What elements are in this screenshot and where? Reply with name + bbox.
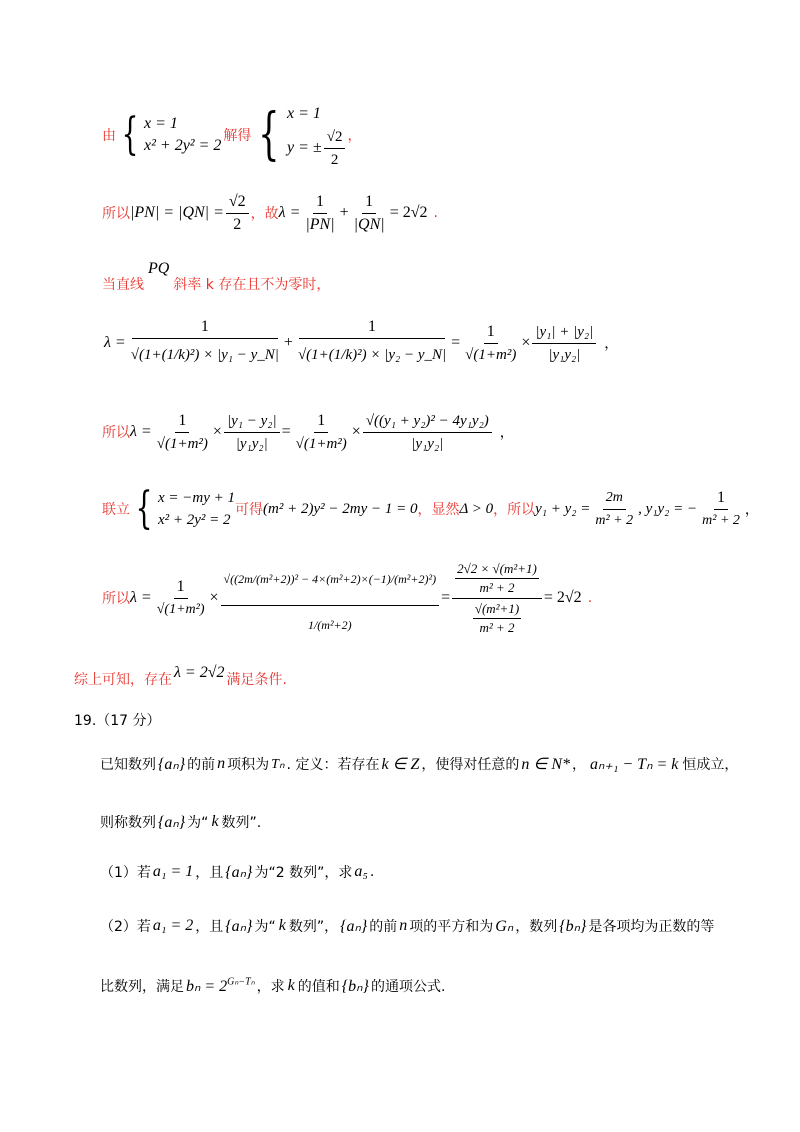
step6-so: ，所以	[493, 502, 536, 518]
step2-lhs: |PN| = |QN| =	[130, 204, 224, 221]
quadratic: (m² + 2)y² − 2my − 1 = 0	[263, 500, 418, 517]
text: 比数列，满足	[100, 979, 184, 995]
bn-equation	[186, 976, 255, 996]
equals: =	[441, 589, 451, 606]
sequence-a: {aₙ}	[225, 918, 253, 935]
k-in-Z: k ∈ Z	[381, 756, 420, 773]
var-n: n	[217, 755, 226, 772]
step6-suffix: ，	[744, 502, 759, 518]
compound-den-bot: m² + 2	[479, 619, 515, 635]
condition: a₁ = 1	[152, 863, 194, 880]
result-eq1: x = 1	[287, 104, 321, 122]
fraction-den: 2	[330, 151, 339, 168]
text: （1）若	[100, 865, 151, 881]
text: ，使得对任意的	[421, 757, 520, 773]
problem-line1	[100, 746, 738, 782]
step6-prefix: 联立	[102, 502, 130, 518]
conclusion-expr: λ = 2√2	[174, 664, 225, 681]
text: 数列”.	[221, 815, 262, 831]
result-eq2	[287, 127, 347, 170]
left-brace: {	[258, 102, 280, 167]
text: 为“	[187, 815, 209, 831]
compound-fraction	[452, 560, 542, 637]
fraction-num: 1	[314, 411, 328, 433]
equals: =	[281, 423, 291, 440]
term-a5: a₅	[354, 863, 368, 880]
fraction-den: |y₁y₂|	[548, 346, 581, 363]
result: = 2√2	[543, 589, 582, 606]
fraction	[302, 192, 337, 235]
step7-prefix: 所以	[102, 591, 130, 607]
text: 数列”，	[288, 919, 339, 935]
result: = 2√2	[389, 204, 428, 221]
sequence-a: {aₙ}	[225, 864, 253, 881]
fraction	[154, 577, 208, 620]
plus: +	[283, 334, 293, 351]
times: ×	[209, 589, 219, 606]
left-brace: {	[135, 483, 153, 534]
text: 恒成立，	[682, 757, 739, 773]
sum-G: Gₙ	[495, 918, 514, 935]
text: 则称数列	[100, 815, 156, 831]
fraction	[154, 411, 211, 454]
times: ×	[521, 334, 531, 351]
fraction	[224, 411, 280, 454]
fraction	[592, 488, 636, 531]
step4-line	[104, 310, 618, 376]
text: 为“	[254, 919, 276, 935]
question1-line	[100, 856, 374, 888]
compound-den-top: √(m²+1)	[473, 600, 521, 619]
fraction	[462, 322, 519, 365]
step7-line	[102, 548, 592, 648]
fraction	[295, 317, 449, 370]
step7-suffix: .	[587, 590, 593, 606]
times: ×	[212, 423, 222, 440]
text: 的通项公式.	[370, 979, 446, 995]
equals: =	[451, 334, 461, 351]
fraction-num: 1	[175, 411, 189, 433]
text: ，数列	[515, 919, 558, 935]
fraction-den: m² + 2	[702, 512, 740, 528]
var-n: n	[399, 917, 408, 934]
fraction-num: 2m	[603, 488, 626, 510]
fraction-num: 1	[484, 322, 498, 344]
step5-line	[102, 404, 514, 460]
step2-line	[102, 188, 438, 238]
question2-line	[100, 910, 714, 942]
step5-suffix: ，	[499, 425, 514, 441]
plus: +	[339, 204, 349, 221]
text: ，	[572, 757, 586, 773]
fraction-den: √(1+m²)	[295, 435, 347, 452]
text: ，且	[195, 919, 224, 935]
sum-lhs: y₁ + y₂ =	[535, 500, 591, 517]
fraction	[128, 317, 282, 370]
text: （2）若	[100, 919, 151, 935]
text: 的值和	[297, 979, 340, 995]
system-eq2: x² + 2y² = 2	[158, 512, 231, 528]
result-eqs	[287, 101, 347, 170]
step3-line	[102, 258, 330, 294]
fraction	[293, 411, 350, 454]
fraction-num: |y₁| + |y₂|	[532, 322, 596, 344]
fraction	[363, 411, 492, 454]
fraction-den: m² + 2	[595, 512, 634, 528]
lambda: λ =	[278, 204, 301, 221]
step1-prefix: 由	[102, 128, 116, 144]
step6-mid: 可得	[235, 502, 264, 518]
fraction	[226, 192, 249, 235]
var-k: k	[278, 917, 286, 934]
sequence-b: {bₙ}	[559, 918, 587, 935]
text: .	[369, 864, 375, 880]
fraction-den: √(1+(1/k)²) × |y₂ − y_N|	[297, 346, 447, 363]
conclusion-prefix: 综上可知，存在	[74, 672, 172, 688]
fraction-num: √((y₁ + y₂)² − 4y₁y₂)	[363, 411, 492, 433]
fraction-num: √((2m/(m²+2))² − 4×(m²+2)×(−1)/(m²+2)²)	[221, 554, 440, 606]
text: ，求	[256, 979, 285, 995]
sequence-b: {bₙ}	[341, 978, 369, 995]
system-eqs	[158, 487, 235, 531]
fraction-den: √(1+m²)	[156, 435, 208, 452]
step2-prefix: 所以	[102, 206, 130, 222]
bn-equation-exponent: Gₙ−Tₙ	[227, 976, 255, 988]
discriminant: Δ > 0	[459, 500, 494, 517]
text: 的前	[187, 757, 216, 773]
compound-num-top: 2√2 × √(m²+1)	[455, 560, 539, 579]
conclusion-line	[74, 664, 287, 694]
product-lhs: , y₁y₂ = −	[638, 500, 698, 517]
n-in-N: n ∈ N*	[521, 756, 570, 773]
step4-suffix: ，	[604, 336, 619, 352]
fraction-num: 1	[313, 192, 327, 214]
step1-system	[116, 109, 222, 160]
fraction-num: 1	[299, 317, 445, 339]
lambda: λ =	[130, 423, 152, 440]
lambda: λ =	[130, 589, 152, 606]
fraction-den: √(1+m²)	[156, 601, 205, 617]
step5-prefix: 所以	[102, 425, 130, 441]
text: 已知数列	[100, 757, 156, 773]
fraction-num: √2	[324, 127, 346, 149]
fraction	[699, 488, 743, 531]
fraction	[221, 554, 440, 643]
system-eq1: x = 1	[144, 115, 178, 132]
fraction-num: √2	[226, 192, 249, 214]
condition: a₁ = 2	[152, 917, 194, 934]
text: 项的平方和为	[409, 919, 494, 935]
step1-result	[251, 101, 347, 170]
step3-text: 斜率 k 存在且不为零时，	[173, 277, 331, 293]
fraction	[532, 322, 596, 365]
fraction-den: 1/(m²+2)	[307, 617, 352, 632]
compound-den	[470, 599, 524, 637]
fraction-num: 1	[174, 577, 188, 599]
fraction-num: 1	[714, 488, 728, 510]
sequence-a: {aₙ}	[340, 918, 368, 935]
var-k: k	[211, 813, 219, 830]
step1-line	[102, 104, 361, 166]
step3-prefix: 当直线	[102, 277, 144, 293]
step2-mid: ，故	[250, 206, 279, 222]
fraction-den: √(1+m²)	[465, 346, 517, 363]
step6-line	[102, 478, 759, 540]
product-T: Tₙ	[271, 756, 285, 772]
fraction-num: |y₁ − y₂|	[224, 411, 280, 433]
step6-comma: ，显然	[417, 502, 460, 518]
fraction-num: 1	[132, 317, 278, 339]
step2-suffix: .	[433, 205, 438, 221]
system-eq1: x = −my + 1	[158, 490, 236, 506]
var-k: k	[287, 977, 295, 994]
text: 的前	[369, 919, 398, 935]
lambda: λ =	[104, 334, 126, 351]
fraction-den: |PN|	[305, 215, 335, 233]
pq-label: PQ	[148, 260, 170, 277]
problem-line2	[100, 806, 261, 838]
text: 项积为	[227, 757, 270, 773]
fraction-den: 2	[233, 215, 242, 233]
question2-line2	[100, 970, 445, 1002]
result-eq2-lhs: y = ±	[287, 139, 322, 156]
step1-mid: 解得	[223, 128, 252, 144]
fraction-den: |y₁y₂|	[411, 435, 444, 452]
fraction-num: 1	[362, 192, 376, 214]
sequence-a: {aₙ}	[158, 814, 186, 831]
times: ×	[351, 423, 361, 440]
text: 为“2 数列”，求	[254, 865, 353, 881]
fraction-den: |y₁y₂|	[235, 435, 268, 452]
fraction-den: |QN|	[353, 215, 385, 233]
step6-system	[130, 483, 236, 534]
fraction	[351, 192, 388, 235]
text: ，且	[195, 865, 224, 881]
compound-num	[452, 560, 542, 599]
left-brace: {	[121, 109, 139, 160]
fraction-den: √(1+(1/k)²) × |y₁ − y_N|	[130, 346, 279, 363]
sequence-a: {aₙ}	[158, 756, 186, 773]
bn-equation-base: bₙ = 2	[186, 978, 228, 995]
text: 是各项均为正数的等	[588, 919, 715, 935]
relation: aₙ₊₁ − Tₙ = k	[590, 756, 679, 773]
compound-num-bot: m² + 2	[479, 579, 515, 595]
system-eq2: x² + 2y² = 2	[144, 137, 222, 154]
fraction	[324, 127, 346, 170]
text: . 定义：若存在	[286, 757, 380, 773]
problem-number: 19.（17 分）	[74, 713, 161, 729]
conclusion-suffix: 满足条件.	[226, 672, 287, 688]
step1-suffix: ，	[347, 128, 362, 144]
system-eqs	[144, 113, 221, 157]
